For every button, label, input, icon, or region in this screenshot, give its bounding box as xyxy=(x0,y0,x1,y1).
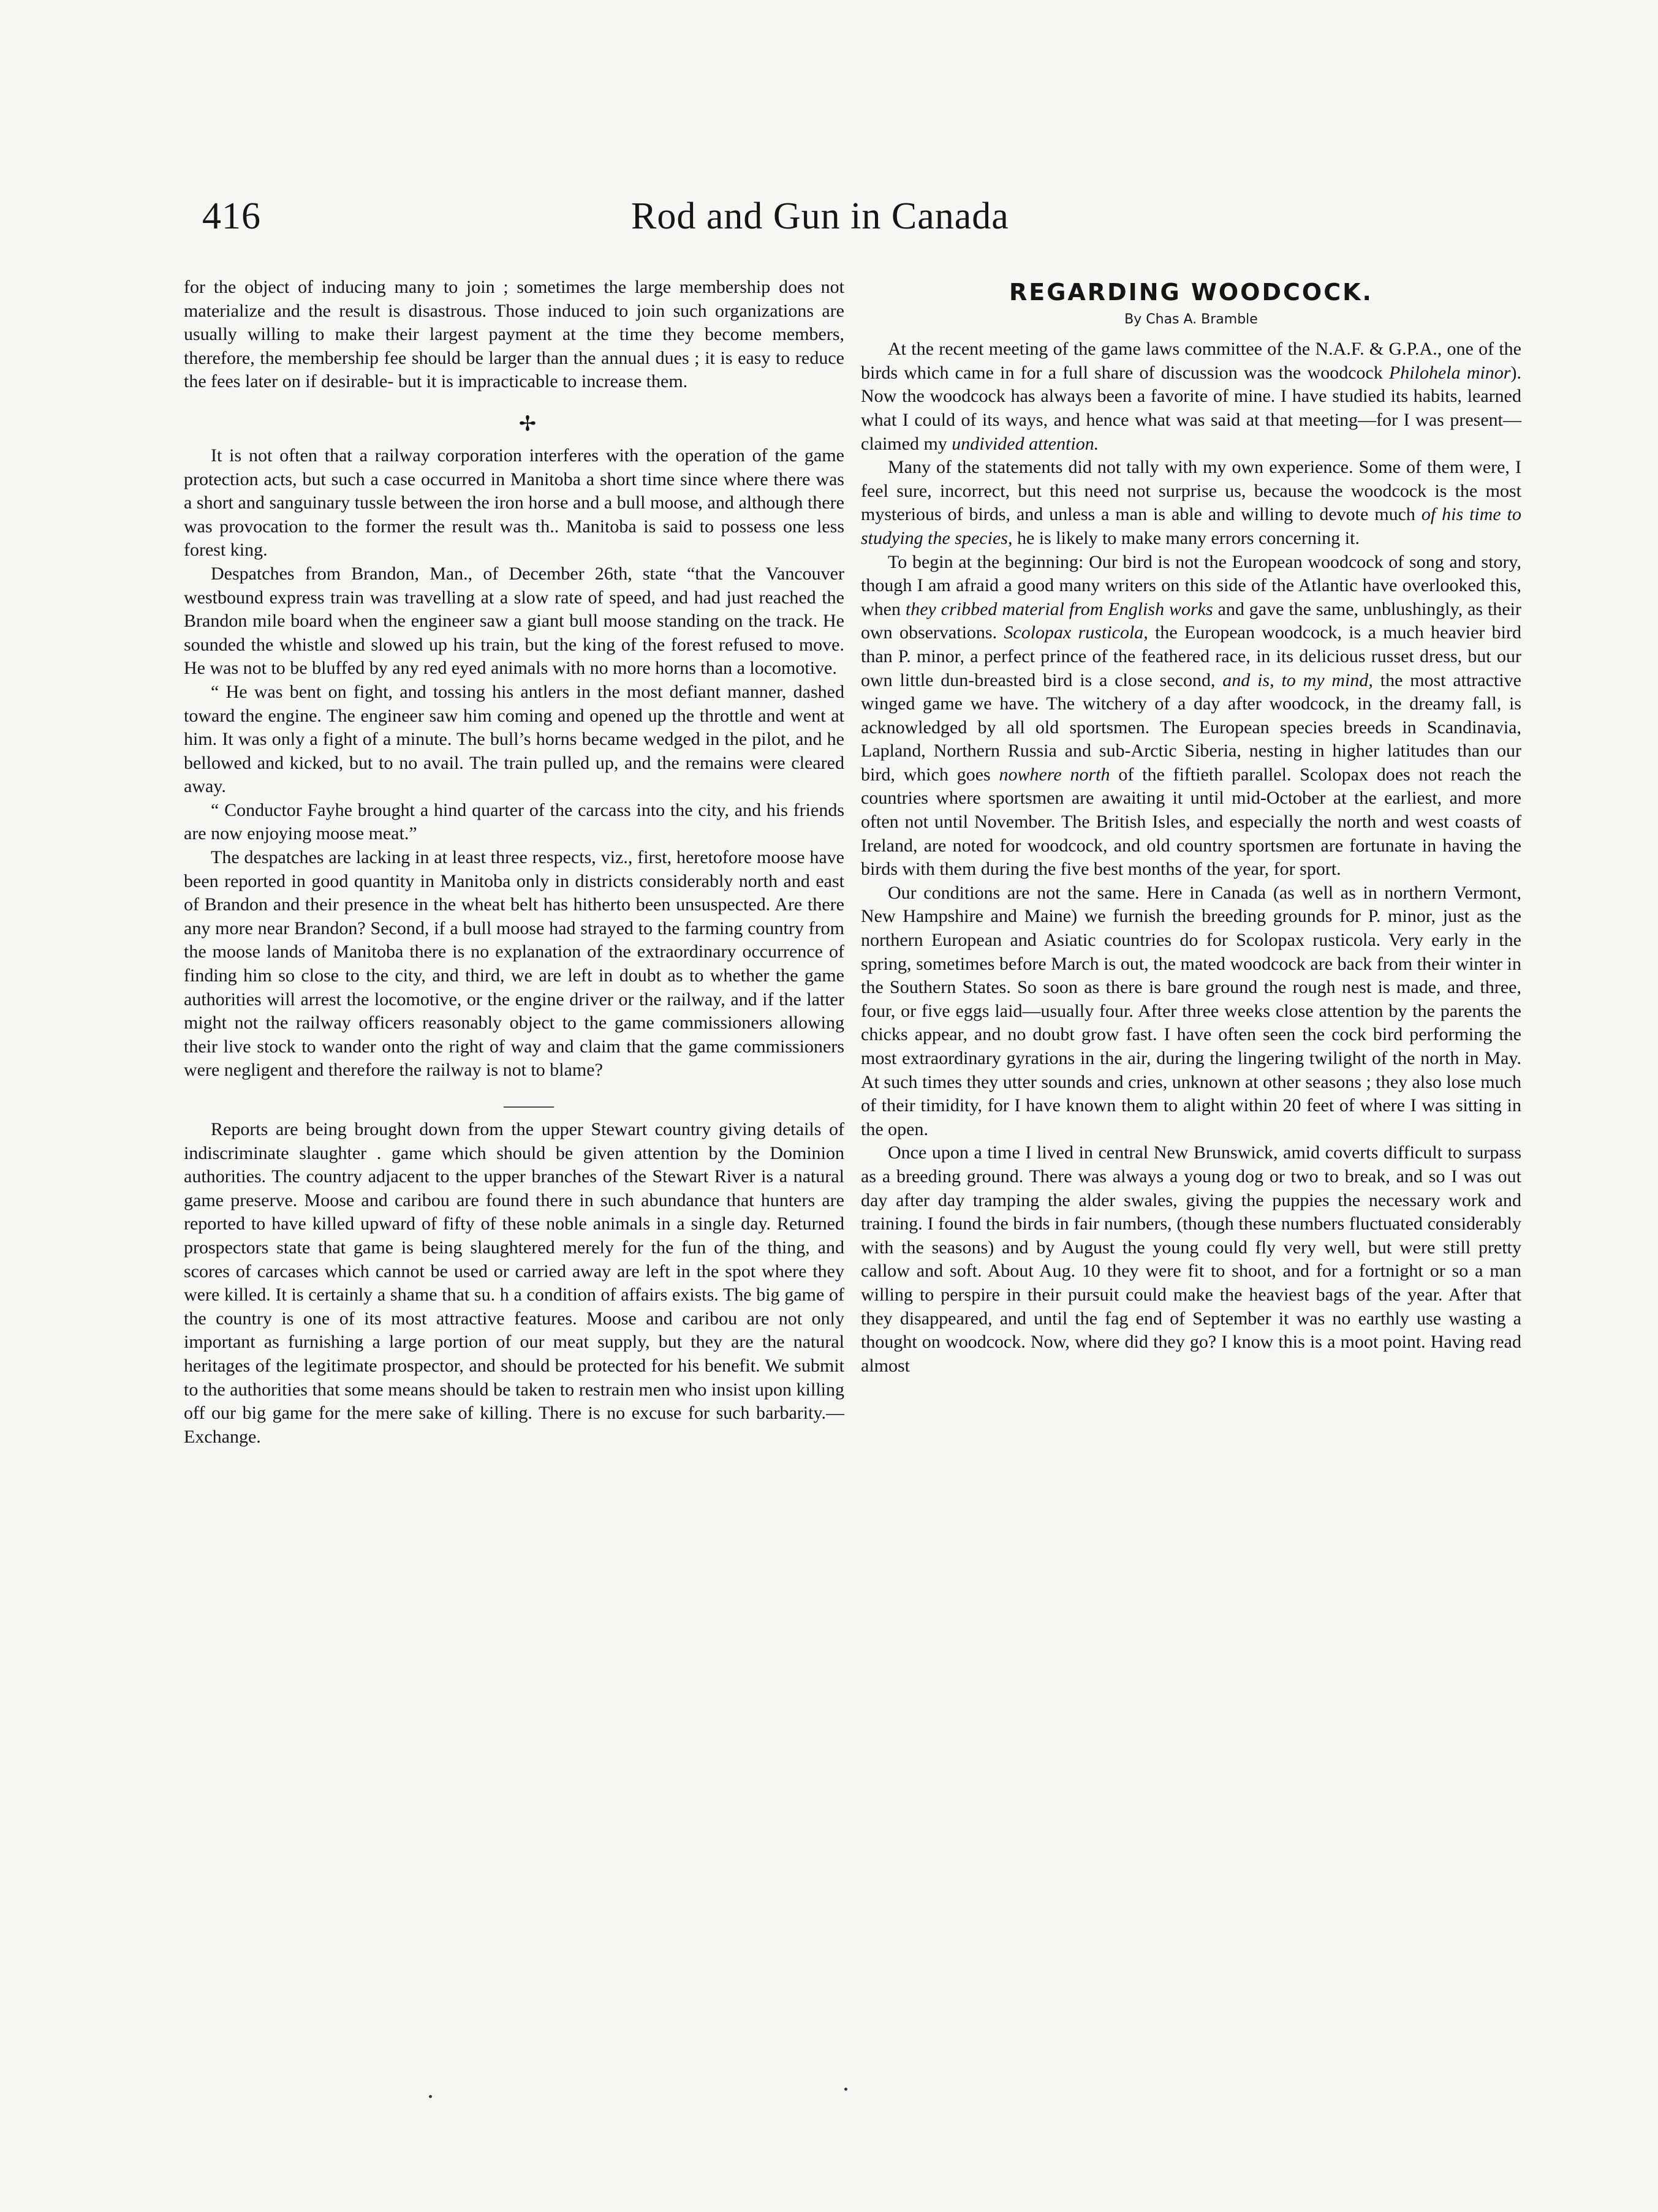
text-run: To begin at the beginning: Our bird is not the European woodcock of song and story, though I am afraid a good many writers on this side of the Atlantic have overlooked this, when xyxy=(861,551,1521,619)
paragraph: The despatches are lacking in at least three respects, viz., first, heretofore moose have been reported in good quantity in Manitoba only in districts considerably north and east of Brandon and their presence in the wheat belt has hitherto been unsuspected. Are there any more near Brandon? Second, if a bull moose had strayed to the farming country from the moose lands of Manitoba there is no explanation of the extraordinary occurrence of finding him so close to the city, and third, we are left in doubt as to whether the game authorities will arrest the locomotive, or the engine driver or the railway, and if the latter might not the railway officers reasonably object to the game commissioners allowing their live stock to wander onto the right of way and claim that the game commissioners were negligent and therefore the railway is not to blame? xyxy=(184,847,844,1081)
paragraph: “ Conductor Fayhe brought a hind quarter of the carcass into the city, and his friends are now enjoying moose meat.” xyxy=(184,799,844,844)
page-number: 416 xyxy=(202,195,261,237)
paragraph: It is not often that a railway corporation interferes with the operation of the game protection acts, but such a case occurred in Manitoba a short time since where there was a short and sanguinary tussle between the iron horse and a bull moose, and although there was provocation to the former the result was th.. Manitoba is said to possess one less forest king. xyxy=(184,445,844,561)
text-run: and gave the same, unblushingly, as their own observations. xyxy=(861,598,1521,643)
section-ornament: ✢ xyxy=(518,412,537,436)
species-name: Scolopax rusticola, xyxy=(1004,622,1148,643)
paragraph xyxy=(861,551,1521,881)
right-column xyxy=(861,276,1521,1378)
emphasis: and is, to my mind, xyxy=(1222,670,1373,690)
article-title: REGARDING WOODCOCK. xyxy=(1009,279,1373,306)
text-run: of the fiftieth parallel. Scolopax does not reach the countries where sportsmen are awaiting it until mid-October at the earliest, and more often not until November. The British Isles, and especially the north and west coasts of Ireland, are noted for woodcock, and old country sportsmen are fortunate in having the birds with them during the five best months of the year, for sport. xyxy=(861,764,1521,880)
text-run: At the recent meeting of the game laws committee of the N.A.F. & G.P.A., one of the birds which came in for a full share of discussion was the woodcock xyxy=(861,339,1521,383)
print-speck xyxy=(429,2095,432,2098)
running-title: Rod and Gun in Canada xyxy=(631,195,1009,237)
paragraph: Once upon a time I lived in central New Brunswick, amid coverts difficult to surpass as a breeding ground. There was always a young dog or two to break, and so I was out day after day tramping the alder swales, giving the puppies the necessary work and training. I found the birds in fair numbers, (though these numbers fluctuated considerably with the seasons) and by August the young could fly very well, but were still pretty callow and soft. About Aug. 10 they were fit to shoot, and for a fortnight or so a man willing to perspire in their pursuit could make the heaviest bags of the year. After that they disappeared, and until the fag end of September it was no earthly use wasting a thought on woodcock. Now, where did they go? I know this is a moot point. Having read almost xyxy=(861,1142,1521,1376)
paragraph: for the object of inducing many to join ; sometimes the large membership does not materialize and the result is disastrous. Those induced to join such organizations are usually willing to make their largest payment at the time they become members, therefore, the membership fee should be larger than the annual dues ; it is easy to reduce the fees later on if desirable- but it is impracticable to increase them. xyxy=(184,277,844,392)
paragraph xyxy=(861,456,1521,550)
paragraph: “ He was bent on fight, and tossing his antlers in the most defiant manner, dashed toward the engine. The engineer saw him coming and opened up the throttle and went at him. It was only a fight of a minute. The bull’s horns became wedged in the pilot, and he bellowed and kicked, but to no avail. The train pulled up, and the remains were cleared away. xyxy=(184,681,844,797)
paragraph: Our conditions are not the same. Here in Canada (as well as in northern Vermont, New Hampshire and Maine) we furnish the breeding grounds for P. minor, just as the northern European and Asiatic countries do for Scolopax rusticola. Very early in the spring, sometimes before March is out, the mated woodcock are back from their winter in the Southern States. So soon as there is bare ground the rough nest is made, and three, four, or five eggs laid—usually four. After three weeks close attention by the parents the chicks appear, and no doubt grow fast. I have often seen the cock bird performing the most extraordinary gyrations in the air, during the lingering twilight of the north in May. At such times they utter sounds and cries, unknown at other seasons ; they also lose much of their timidity, for I have known them to alight within 20 feet of where I was sitting in the open. xyxy=(861,882,1521,1139)
article-byline: By Chas A. Bramble xyxy=(1124,311,1258,327)
text-run: he is likely to make many errors concerning it. xyxy=(1012,527,1360,548)
emphasis: undivided attention. xyxy=(952,433,1099,454)
paragraph: Despatches from Brandon, Man., of December 26th, state “that the Vancouver westbound express train was travelling at a slow rate of speed, and had just reached the Brandon mile board when the engineer saw a giant bull moose standing on the track. He sounded the whistle and slowed up his train, but the king of the forest refused to move. He was not to be bluffed by any red eyed animals with no more horns than a locomotive. xyxy=(184,563,844,679)
print-speck xyxy=(844,2088,847,2091)
emphasis: nowhere north xyxy=(999,764,1110,785)
text-run: ). Now the woodcock has always been a favorite of mine. I have studied its habits, learned what I could of its ways, and hence what was said at that meeting—for I was present—claimed my xyxy=(861,362,1521,454)
text-run: Many of the statements did not tally with my own experience. Some of them were, I feel sure, incorrect, but this need not surprise us, because the woodcock is the most mysterious of birds, and unless a man is able and willing to devote much xyxy=(861,457,1521,525)
left-column xyxy=(184,276,844,1449)
paragraph: Reports are being brought down from the upper Stewart country giving details of indiscriminate slaughter . game which should be given attention by the Dominion authorities. The country adjacent to the upper branches of the Stewart River is a natural game preserve. Moose and caribou are found there in such abundance that hunters are reported to have killed upward of fifty of these noble animals in a single day. Returned prospectors state that game is being slaughtered merely for the fun of the thing, and scores of carcases which cannot be used or carried away are left in the spot where they were killed. It is certainly a shame that su. h a condition of affairs exists. The big game of the country is one of its most attractive features. Moose and caribou are not only important as furnishing a large portion of our meat supply, but they are the natural heritages of the legitimate prospector, and should be protected for his benefit. We submit to the authorities that some means should be taken to restrain men who insist upon killing off our big game for the mere sake of killing. There is no excuse for such barbarity.—Exchange. xyxy=(184,1119,844,1447)
species-name: Philohela minor xyxy=(1389,362,1511,383)
emphasis: they cribbed material from English works xyxy=(905,598,1213,619)
text-run: the European woodcock, is a much heavier bird than P. minor, a perfect prince of the feathered race, in its delicious russet dress, but our own little dun-breasted bird is a close second, xyxy=(861,622,1522,690)
emphasis: of his time to studying the species, xyxy=(861,504,1521,548)
section-divider: ——— xyxy=(504,1095,551,1115)
text-run: the most attractive winged game we have. The witchery of a day after woodcock, in the dreamy fall, is acknowledged by all old sportsmen. The European species breeds in Scandinavia, Lapland, Northern Russia and sub-Arctic Siberia, nesting in higher latitudes than our bird, which goes xyxy=(861,670,1521,785)
paragraph xyxy=(861,338,1521,456)
